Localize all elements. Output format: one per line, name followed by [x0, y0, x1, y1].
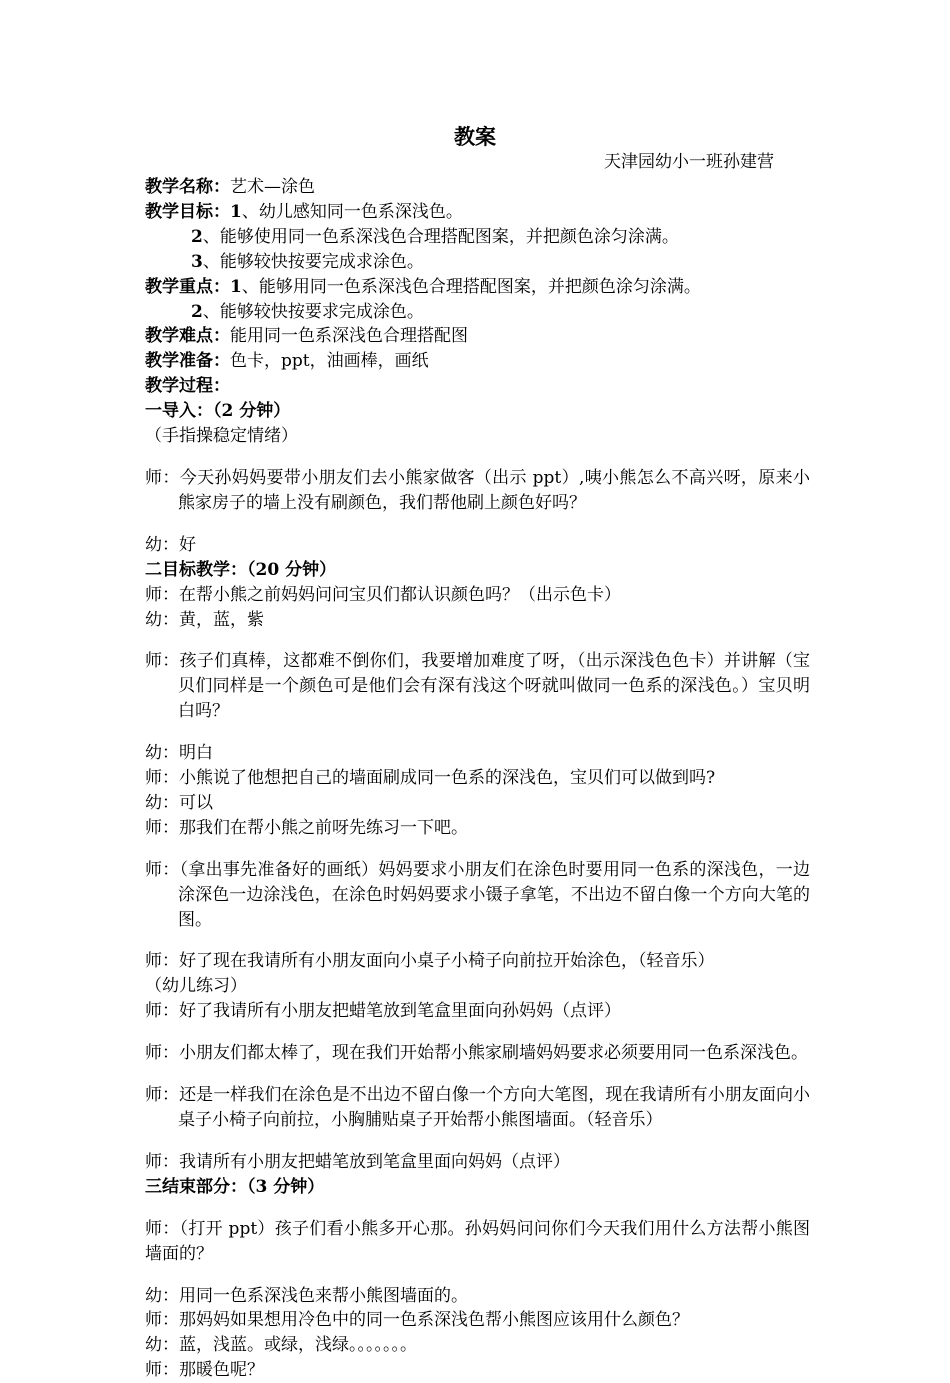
dialogue-line: 师：好了现在我请所有小朋友面向小桌子小椅子向前拉开始涂色，（轻音乐） — [145, 951, 715, 972]
preparation-label: 教学准备： — [145, 351, 230, 372]
dialogue-line: 师：（打开 ppt）孩子们看小熊多开心那。孙妈妈问问你们今天我们用什么方法帮小熊图墙面的？ — [145, 1218, 810, 1264]
goal-number: 1 — [230, 201, 242, 222]
dialogue-line: 师：还是一样我们在涂色是不出边不留白像一个方向大笔图，现在我请所有小朋友面向小桌子小椅子向前拉，小胸脯贴桌子开始帮小熊图墙面。（轻音乐） — [145, 1085, 810, 1130]
dialogue-line: 师：（拿出事先准备好的画纸）妈妈要求小朋友们在涂色时要用同一色系的深浅色，一边涂深色一边涂浅色，在涂色时妈妈要求小镊子拿笔，不出边不留白像一个方向大笔的图。 — [145, 859, 810, 930]
dialogue-line: 师：那妈妈如果想用冷色中的同一色系深浅色帮小熊图应该用什么颜色？ — [145, 1310, 689, 1331]
process-label: 教学过程： — [145, 376, 230, 397]
goals-label: 教学目标： — [145, 201, 230, 222]
dialogue-line: （幼儿练习） — [145, 976, 247, 997]
goal-text: 、能够较快按要完成求涂色。 — [202, 251, 424, 272]
goal-text: 、能够使用同一色系深浅色合理搭配图案，并把颜色涂匀涂满。 — [202, 226, 679, 247]
preparation-line — [145, 349, 810, 374]
dialogue-line: 幼：明白 — [145, 743, 213, 764]
goal-line-3 — [145, 250, 810, 275]
page-title: 教案 — [454, 124, 496, 149]
dialogue-line: 师：那暖色呢？ — [145, 1360, 264, 1381]
keypoint-number: 1 — [230, 276, 242, 297]
section-note: （手指操稳定情绪） — [145, 426, 298, 447]
keypoint-text: 、能够用同一色系深浅色合理搭配图案，并把颜色涂匀涂满。 — [241, 276, 701, 297]
goal-number: 2 — [191, 226, 203, 247]
section-heading-intro: 一导入：（2 分钟） — [145, 401, 291, 422]
dialogue-line: 幼：好 — [145, 534, 196, 555]
goal-text: 、幼儿感知同一色系深浅色。 — [241, 201, 463, 222]
dialogue-line: 幼：用同一色系深浅色来帮小熊图墙面的。 — [145, 1285, 468, 1306]
difficulty-line — [145, 324, 810, 349]
dialogue-line: 幼：可以 — [145, 792, 213, 813]
section-heading-teaching: 二目标教学：（20 分钟） — [145, 559, 337, 580]
keypoint-number: 2 — [191, 301, 203, 322]
dialogue-line: 师：好了我请所有小朋友把蜡笔放到笔盒里面向孙妈妈（点评） — [145, 1001, 621, 1022]
lesson-body — [145, 175, 810, 1383]
dialogue-line: 师：今天孙妈妈要带小朋友们去小熊家做客（出示 ppt）,咦小熊怎么不高兴呀，原来小熊家房子的墙上没有刷颜色，我们帮他刷上颜色好吗？ — [145, 467, 810, 513]
keypoint-text: 、能够较快按要求完成涂色。 — [202, 301, 424, 322]
preparation-value: 色卡，ppt，油画棒，画纸 — [230, 351, 429, 372]
section-heading-closing: 三结束部分：（3 分钟） — [145, 1176, 325, 1197]
keypoint-line-2 — [145, 300, 810, 325]
goal-line-1 — [145, 200, 810, 225]
dialogue-line: 师：小朋友们都太棒了，现在我们开始帮小熊家刷墙妈妈要求必须要用同一色系深浅色。 — [145, 1043, 808, 1064]
keypoint-line-1 — [145, 275, 810, 300]
author-line: 天津园幼小一班孙建营 — [604, 152, 774, 172]
dialogue-line: 师：在帮小熊之前妈妈问问宝贝们都认识颜色吗？（出示色卡） — [145, 584, 621, 605]
lesson-name-value: 艺术—涂色 — [230, 177, 315, 197]
goal-line-2 — [145, 225, 810, 250]
difficulty-value: 能用同一色系深浅色合理搭配图 — [230, 326, 468, 347]
dialogue-line: 师：那我们在帮小熊之前呀先练习一下吧。 — [145, 817, 468, 838]
dialogue-line: 师：孩子们真棒，这都难不倒你们，我要增加难度了呀，（出示深浅色色卡）并讲解（宝贝们同样是一个颜色可是他们会有深有浅这个呀就叫做同一色系的深浅色。）宝贝明白吗？ — [145, 651, 810, 722]
dialogue-line: 师：我请所有小朋友把蜡笔放到笔盒里面向妈妈（点评） — [145, 1151, 570, 1172]
keypoints-label: 教学重点： — [145, 276, 230, 297]
goal-number: 3 — [191, 251, 203, 272]
dialogue-line: 幼：蓝，浅蓝。或绿，浅绿。。。。。。。 — [145, 1335, 417, 1356]
lesson-name-label: 教学名称： — [145, 177, 230, 197]
lesson-name-line — [145, 175, 810, 200]
difficulty-label: 教学难点： — [145, 326, 230, 347]
dialogue-line: 师：小熊说了他想把自己的墙面刷成同一色系的深浅色，宝贝们可以做到吗? — [145, 768, 716, 789]
dialogue-line: 幼：黄，蓝，紫 — [145, 609, 264, 630]
